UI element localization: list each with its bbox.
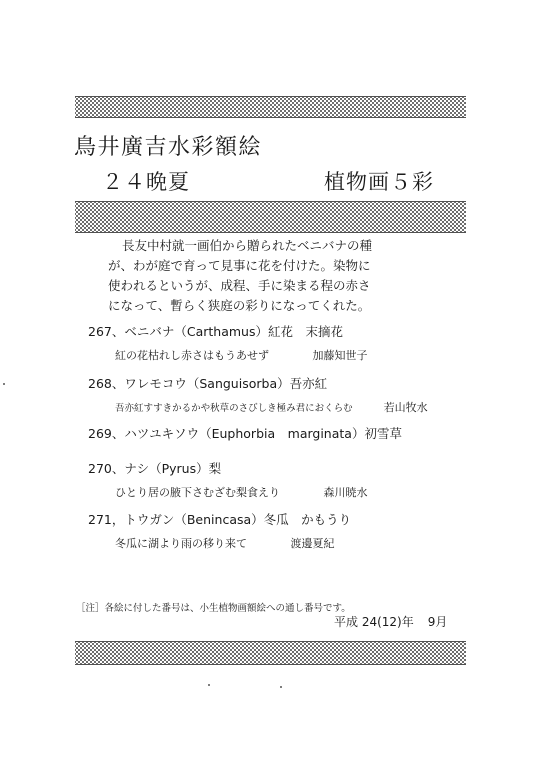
- plant-entry: [88, 424, 402, 442]
- plant-entry: [88, 510, 351, 551]
- season-subtitle: ２４晩夏: [102, 170, 190, 194]
- footnote: ［注］各絵に付した番号は、小生植物画額絵への通し番号です。: [76, 603, 351, 614]
- poem-author: 渡邊夏紀: [290, 537, 335, 550]
- poem-text: 冬瓜に湖より雨の移り来て: [115, 537, 247, 550]
- entry-heading: 267、ベニバナ（Carthamus）紅花 末摘花: [88, 324, 343, 339]
- poem-text: 吾亦紅すすきかるかや秋草のさびしき極み君におくらむ: [115, 403, 353, 414]
- entry-poem: [115, 535, 351, 551]
- plant-entry: [88, 459, 368, 500]
- intro-line: が、わが庭で育って見事に花を付けた。染物に: [108, 258, 371, 273]
- series-subtitle: 植物画５彩: [324, 170, 434, 194]
- entry-heading: 271，トウガン（Benincasa）冬瓜 かもうり: [88, 512, 352, 527]
- entry-heading: 268、ワレモコウ（Sanguisorba）吾亦紅: [88, 376, 328, 391]
- decorative-band-bottom: [75, 641, 466, 665]
- decorative-band-middle: [75, 201, 466, 233]
- poem-author: 森川暁水: [323, 486, 368, 499]
- date-line: [334, 613, 447, 630]
- scan-speck: [208, 684, 210, 686]
- entry-poem: [115, 484, 368, 500]
- intro-paragraph: [108, 236, 448, 316]
- date-year: 平成 24(12)年: [334, 615, 414, 629]
- intro-line: になって、暫らく狭庭の彩りになってくれた。: [108, 298, 371, 313]
- entry-poem: [115, 399, 428, 415]
- plant-entry: [88, 374, 428, 415]
- poem-author: 加藤知世子: [312, 349, 368, 362]
- poem-text: 紅の花枯れし赤さはもうあせず: [115, 349, 269, 362]
- entry-poem: [115, 347, 368, 363]
- scan-speck: [280, 686, 282, 688]
- intro-line: 使われるというが、成程、手に染まる程の赤さ: [108, 278, 371, 293]
- entry-heading: 269、ハツユキソウ（Euphorbia marginata）初雪草: [88, 426, 402, 441]
- poem-author: 若山牧水: [383, 401, 428, 414]
- poem-text: ひとり居の腋下さむざむ梨食えり: [115, 486, 280, 499]
- entry-heading: 270、ナシ（Pyrus）梨: [88, 461, 222, 476]
- date-month: 9月: [427, 615, 448, 629]
- decorative-band-top: [75, 96, 466, 118]
- scan-speck: [3, 383, 5, 385]
- plant-entry: [88, 322, 368, 363]
- intro-line: 長友中村就一画伯から贈られたベニバナの種: [122, 238, 373, 253]
- page-title: 鳥井廣吉水彩額絵: [74, 135, 263, 160]
